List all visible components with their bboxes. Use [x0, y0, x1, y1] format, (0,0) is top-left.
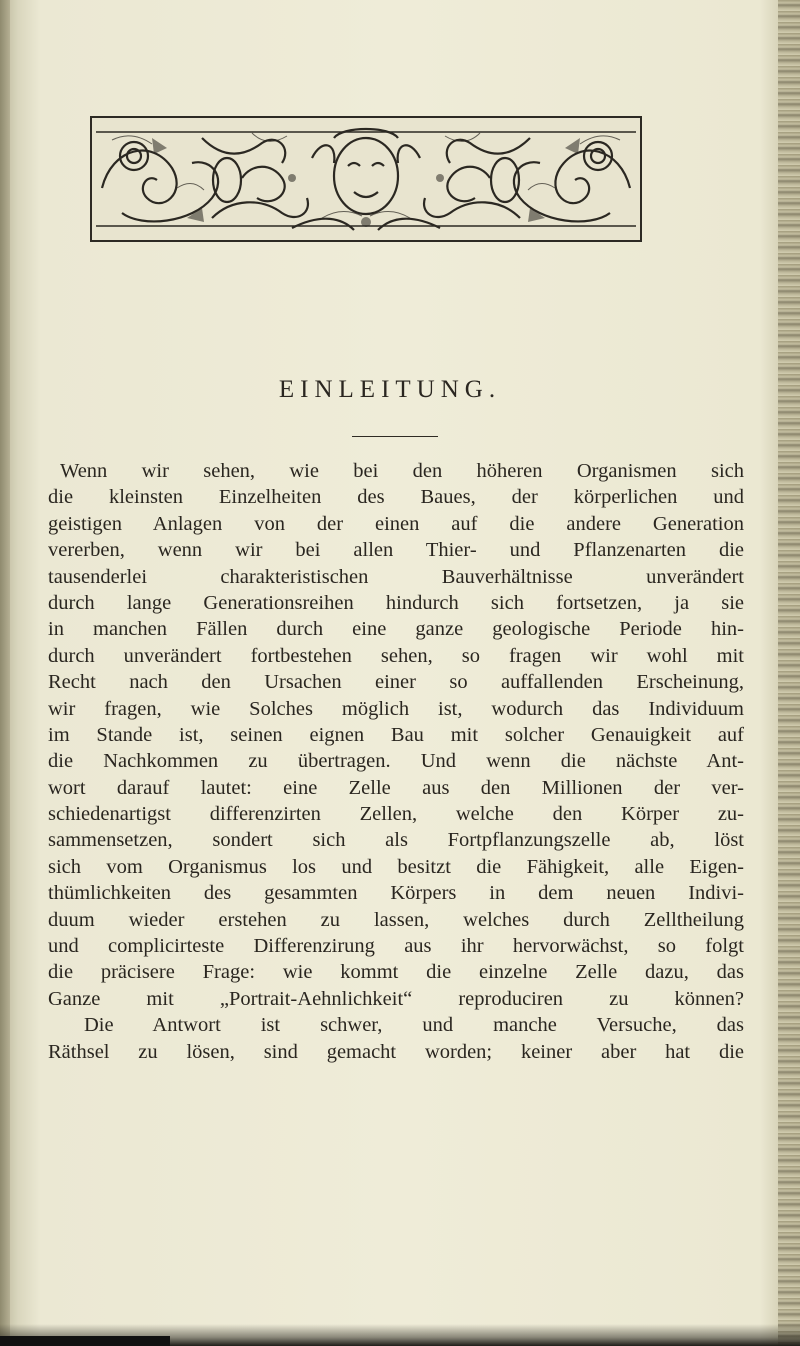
text-line: geistigen Anlagen von der einen auf die andere Generation [48, 512, 744, 535]
text-line: duum wieder erstehen zu lassen, welches durch Zelltheilung [48, 908, 744, 931]
text-line: Räthsel zu lösen, sind gemacht worden; keiner aber hat die [48, 1040, 744, 1063]
text-line: Ganze mit „Portrait-Aehnlichkeit“ reproduciren zu können? [48, 987, 744, 1010]
text-line: Wenn wir sehen, wie bei den höheren Organismen sich [60, 460, 744, 482]
page-edges-right [778, 0, 800, 1346]
text-line: durch unverändert fortbestehen sehen, so fragen wir wohl mit [48, 644, 744, 667]
text-line: die präcisere Frage: wie kommt die einzelne Zelle dazu, das [48, 961, 744, 984]
text-line: vererben, wenn wir bei allen Thier- und Pflanzenarten die [48, 539, 744, 562]
text-line: durch lange Generationsreihen hindurch sich fortsetzen, ja sie [48, 591, 744, 614]
heading-rule [352, 436, 438, 437]
text-line: sammensetzen, sondert sich als Fortpflanzungszelle ab, löst [48, 829, 744, 852]
text-line: Die Antwort ist schwer, und manche Versuche, das [84, 1014, 744, 1037]
chapter-heading: EINLEITUNG. [278, 376, 502, 403]
ornamental-headpiece [90, 116, 642, 242]
text-line: wort darauf lautet: eine Zelle aus den Millionen der ver- [48, 776, 744, 799]
text-line: Recht nach den Ursachen einer so auffallenden Erscheinung, [48, 671, 744, 694]
text-line: die kleinsten Einzelheiten des Baues, der körperlichen und [48, 486, 744, 509]
text-line: in manchen Fällen durch eine ganze geologische Periode hin- [48, 618, 744, 641]
text-line: schiedenartigst differenzirten Zellen, welche den Körper zu- [48, 803, 744, 826]
ornament-scrollwork [92, 118, 640, 240]
text-line: und complicirteste Differenzirung aus ihr hervorwächst, so folgt [48, 935, 744, 958]
text-line: die Nachkommen zu übertragen. Und wenn die nächste Ant- [48, 750, 744, 773]
text-line: sich vom Organismus los und besitzt die Fähigkeit, alle Eigen- [48, 855, 744, 878]
text-line: wir fragen, wie Solches möglich ist, wodurch das Individuum [48, 697, 744, 720]
bottom-dark-edge [0, 1336, 170, 1346]
text-line: thümlichkeiten des gesammten Körpers in dem neuen Indivi- [48, 882, 744, 905]
binding-shadow-left [0, 0, 10, 1346]
body-text [48, 458, 744, 1065]
text-line: im Stande ist, seinen eignen Bau mit solcher Genauigkeit auf [48, 723, 744, 746]
text-line: tausenderlei charakteristischen Bauverhältnisse unverändert [48, 565, 744, 588]
